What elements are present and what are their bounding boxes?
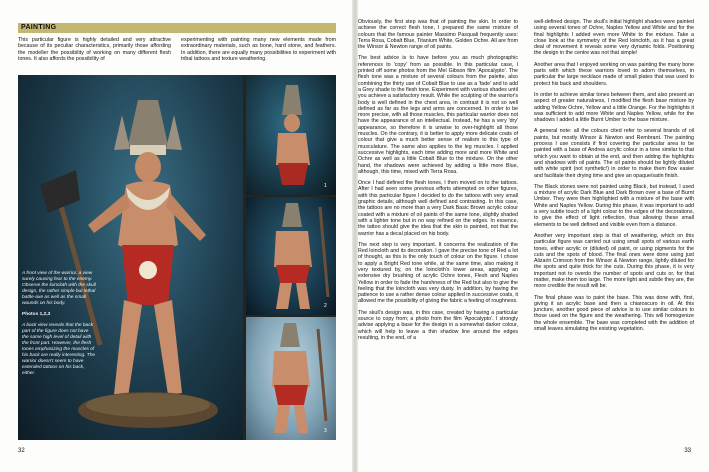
paragraph: The final phase was to paint the base. This was done with, first, giving it an acrylic base and then a chiaroscuro in oil. At this juncture, another good piece of advice is to use similar colours to those used on the figure and the weathering. This will homogenize the whole ensemble. The base was completed with the addition of small leaves simulating the existing vegetation. [534,294,694,333]
paragraph: Obviously, the first step was that of painting the skin. In order to achieve the correct flesh tone, I prepared the same mixture of colours that the famous painter Massimo Pasquali frequently uses: Terra Rosa, Cobalt Blue, Titanium White, Golden Ochre. All are from the Winsor & Newton range of oil paints. [358,19,518,51]
left-page [0,0,352,472]
paragraph: The next step is very important. It concerns the realization of the Red loincloth and its decoration. I gave the precise tone of Red a lot of thought, as this is the only touch of colour on the figure. I chose to apply a Bright Red tone while, at the same time, also making it very textured by, on the loincloth's lower areas, applying an extensive dry brushing of acrylic Ochre tones, Flesh and Naples Yellow in order to fade the harshness of the Red but also to give the feeling that the loincloth was very dusty. In addition, by having the patience to use a rather dense colour applied in successive coats, it allowed me the possibility of giving the fabric a feeling of roughness. [358,241,518,305]
paragraph: The Black stones were not painted using Black, but instead, I used a mixture of acrylic Dark Blue and Dark Brown over a base of Burnt Umber. They were then highlighted with a mixture of the base with White and Naples Yellow. During this phase, it was important to add a very subtle touch of a light colour to the edges of the decorations, to give the effect of light reflection, thus allowing these small elements to be well defined and visible even from a distance. [534,183,694,228]
page-number-right: 33 [684,448,691,454]
section-title: PAINTING [21,24,57,31]
right-page [358,0,709,472]
photo-panel [18,75,336,440]
text-column-2 [534,19,694,337]
paragraph: In order to achieve similar tones between them, and also present an aspect of greater naturalness, I modified the flesh base mixture by adding Yellow Ochre, Yellow and a little Orange. For the highlights it was sufficient to add more White and Naples Yellow, while for the shadows I added a little Burnt Umber to the base mixture. [534,91,694,124]
figure-number-1: 1 [324,183,327,189]
intro-paragraph-part1: This particular figure is highly detailed and very attractive because of its peculiar characteristics, primarily those affording the modeller the possibility of working on many different flesh tones. It also affords the possibility of [18,37,171,62]
paragraph: Once I had defined the flesh tones, I then moved on to the tattoos. After I had seen some previous efforts attempted on other figures, with this particular figure I decided to do the tattoos with very small graphic details, although well defined and contrasting. In this case, the tattoos are no more than a very Dark Basic Brown acrylic colour coated with a mixture of oil paints of the same tone, slightly shaded with a lighter tone but in no way refined on the edges. In essence, the tattoo should give the idea that the skin is painted, not that the warrior has a decal placed on his body. [358,180,518,237]
intro-paragraph-part2: experimenting with painting many new elements made from extraordinary materials, such as bone, hard stone, and feathers. In addition, there are equally many possibilities to experiment with tribal tattoos and texture weathering. [181,37,336,62]
paragraph: Another very important step is that of weathering, which on this particular figure was carried out using small spots of various earth tones, either acrylic or (diluted) oil paint, or using pigments for the cuts and the spots of blood. The final ones were done using just Alizarin Crimson from the Winsor & Newton range, lightly diluted for the spots and quite thick for the cuts. During this phase, it is very important not to overdo the number of spots and cuts or, for that matter, make them too large. The more light and subtle they are, the more credible the result will be. [534,232,694,290]
section-header-bar [18,23,336,33]
text-column-1 [358,19,518,346]
headdress-shape [114,100,182,155]
paragraph: A general note: all the colours cited refer to several brands of oil paints, but mostly Winsor & Newton and Rembrant. The painting process I use consists if first covering the particular area to be painted with a base of Andrea acrylic colour in a tone similar to that which you want to obtain at the end, and then adding the highlights and shadows with oil paints. The oil paints should be lightly diluted with white spirit (not synthetic!) in order to make them flow easier and facilitate their drying time and give an opaque/satin finish. [534,128,694,179]
warrior-front-illustration [18,75,243,440]
paragraph: Another area that I enjoyed working on was painting the many bone parts with which these warriors loved to adorn themselves, in particular the large necklace made of small plates that was used to protect his back and shoulders. [534,61,694,87]
warrior-side-photo-1 [246,75,336,195]
paragraph: well-defined design. The skull's initial highlight shades were painted using several tones of Ochre, Naples Yellow and White and for the final highlights I added even more White to the mixture. Take a close look at the symmetry of the Red loincloth, as it has a great deal of movement it reveals some very dynamic folds. Positioning the design in the centre was not that simple! [534,19,694,57]
figure-number-3: 3 [324,428,327,434]
caption-photos-text: A back view reveals that the back part of the figure does not have the same high level of detail with the front part. However, the flesh tones emphasizing the muscles of his back are really interesting. The warrior doesn't seem to have extended tattoos on his back, either. [22,323,96,376]
warrior-back-photo-3 [246,317,336,440]
paragraph: The best advice is to have before you as much photographic references to 'copy' from as possible. In this particular case, I printed off some photos from the Mel Gibson film 'Apocalypto'. The flesh tone was a mixture of several colours from the palette, also combining the thirty use of Cobalt Blue to use as a 'fade' and to add a Grey shade to the flesh tone. Experiment with various shades until you achieve a satisfactory result. While the sculpting of the warrior's body is well defined in the chest area, in contrast it is not so well defined as far as the legs and arms are concerned. In order to be more precise, with all those muscles, this particular warrior does not have the appearance of an intellectual. Instead, he has a very 'dry' appearance, so therefore it is unwise to over-highlight all those muscles. On the contrary, it is better to apply more delicate coats of colour that give a much better sense of realism to this type of musculature. The same also applies to the leg muscles. I applied successive highlights, each time adding more and more White and Ochre as well as a little Cobalt Blue to the mixture. On the other hand, the shadows were achieved by adding a little more Blue, although, this time, mixed with Terra Rosa. [358,55,518,175]
caption-photos-title: Photos 1,2,3 [22,312,51,317]
warrior-back-photo-2 [246,197,336,315]
figure-number-2: 2 [324,303,327,309]
paragraph: The skull's design was, in this case, created by having a particular source to copy from; a photo from the film 'Apocalypto'. I strongly advise applying a base for the design in a somewhat darker colour, which will help to leave a thin shadow line around the edges resulting, in the end, of a [358,309,518,341]
page-number-left: 32 [18,448,25,454]
caption-main-text: A front view of the warrior, a view surely causing fear to the enemy. Observe the loincloth with the skull design, the rather simple but lethal battle-axe as well as the small wounds on his body. [22,271,96,306]
warrior-front-photo [18,75,243,440]
photo-caption [22,271,96,382]
